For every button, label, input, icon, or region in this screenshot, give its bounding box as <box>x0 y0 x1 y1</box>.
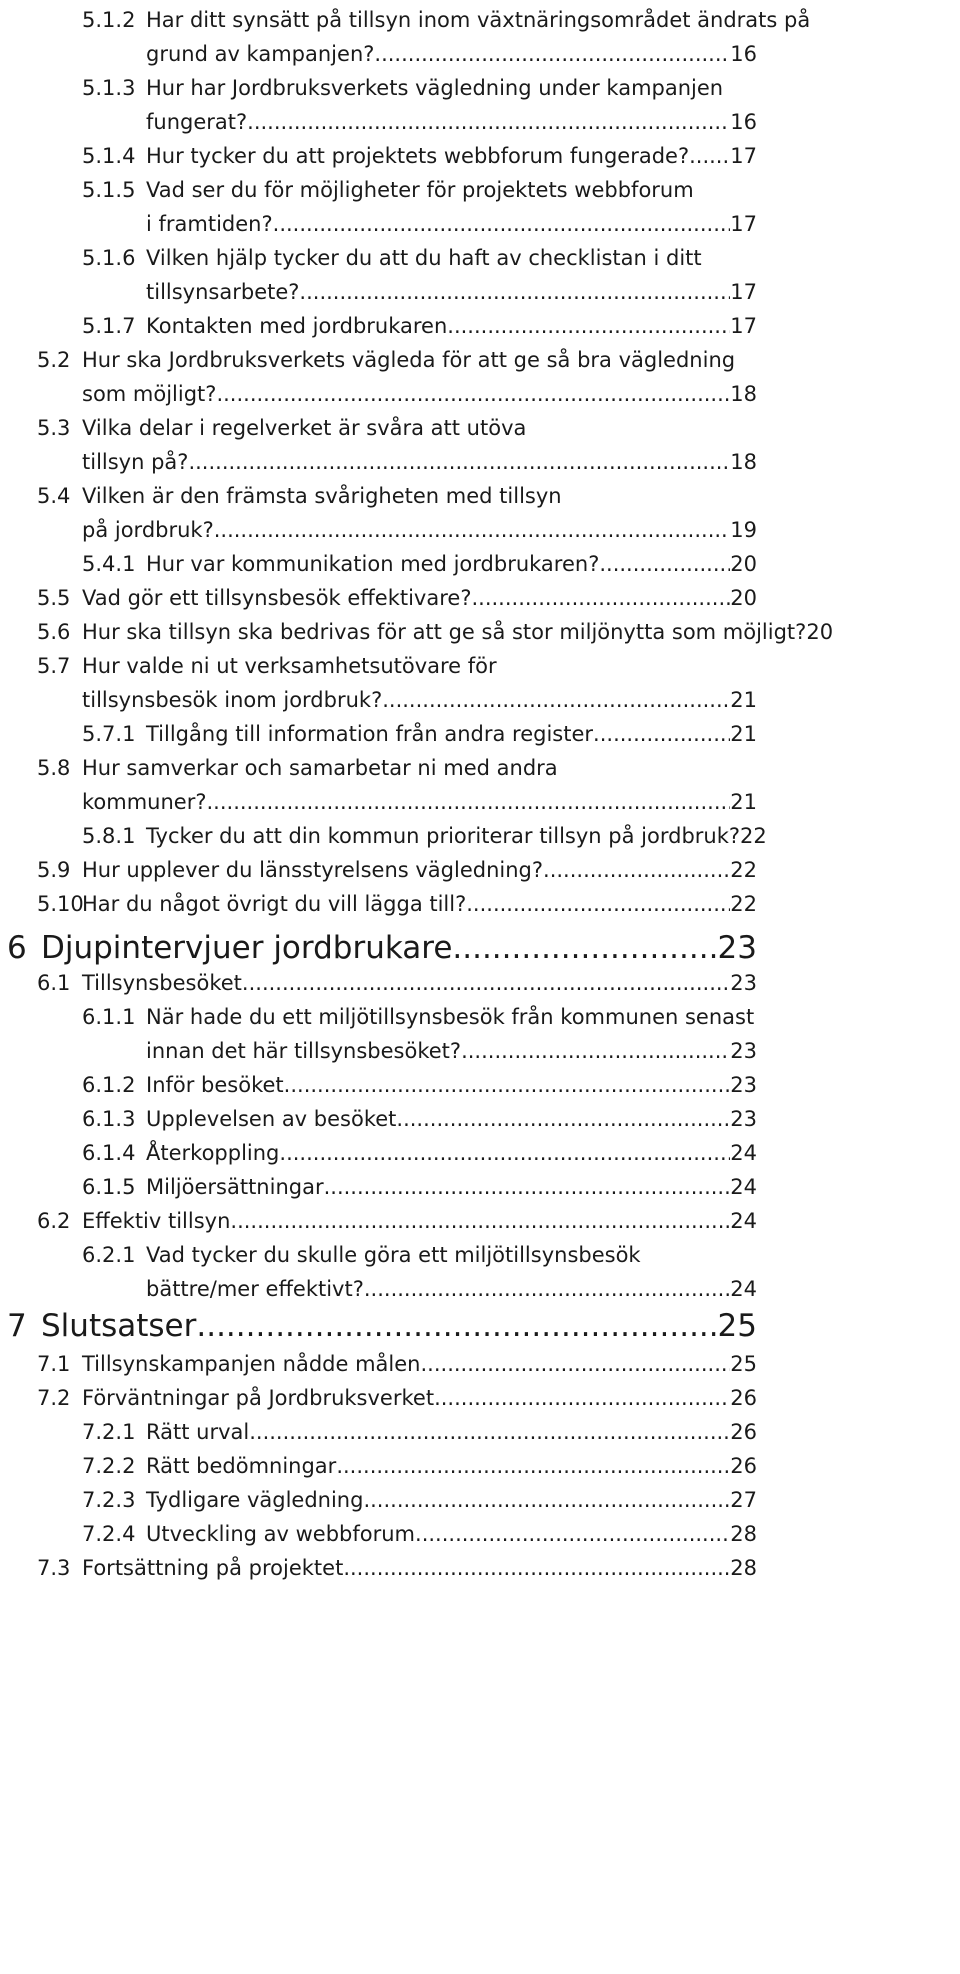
toc-section-number: 6.1.4 <box>82 1141 136 1165</box>
toc-section-title: Upplevelsen av besöket <box>146 1107 397 1131</box>
toc-section-title: Djupintervjuer jordbrukare <box>41 930 453 966</box>
toc-section-number: 6.1.5 <box>82 1175 136 1199</box>
toc-section-number: 5.1.7 <box>82 314 136 338</box>
toc-entry[interactable] <box>82 1243 757 1311</box>
toc-section-title: Rätt urval <box>146 1420 250 1444</box>
toc-page-number: 23 <box>730 1107 757 1131</box>
toc-entry[interactable] <box>82 1488 757 1522</box>
toc-section-number: 5.7.1 <box>82 722 136 746</box>
toc-entry-continuation <box>82 1039 757 1073</box>
toc-section-number: 6.2 <box>37 1209 71 1233</box>
toc-section-number: 6.1.1 <box>82 1005 136 1029</box>
toc-section-title: Hur ska Jordbruksverkets vägleda för att ge så bra vägledning <box>82 348 736 372</box>
toc-dot-leader <box>188 450 730 474</box>
toc-entry[interactable] <box>37 756 757 824</box>
toc-section-number: 5.4 <box>37 484 71 508</box>
toc-section-title: Inför besöket <box>146 1073 284 1097</box>
toc-entry-line <box>82 1243 757 1277</box>
toc-section-title: Vilken är den främsta svårigheten med tillsyn <box>82 484 562 508</box>
toc-dot-leader <box>247 110 730 134</box>
toc-section-number: 5.6 <box>37 620 71 644</box>
toc-page-number: 21 <box>730 790 757 814</box>
toc-section-number: 5.9 <box>37 858 71 882</box>
toc-section-title: Hur samverkar och samarbetar ni med andra <box>82 756 558 780</box>
toc-section-number: 7 <box>7 1308 27 1344</box>
toc-entry[interactable] <box>82 1005 757 1073</box>
toc-entry[interactable] <box>82 178 757 246</box>
toc-page-number: 27 <box>730 1488 757 1512</box>
toc-dot-leader <box>299 280 730 304</box>
toc-entry[interactable] <box>37 484 757 552</box>
toc-dot-leader <box>396 1107 730 1131</box>
toc-section-number: 7.2.4 <box>82 1522 136 1546</box>
toc-page-number: 17 <box>730 314 757 338</box>
toc-dot-leader <box>599 552 730 576</box>
toc-page-number: 18 <box>730 450 757 474</box>
toc-entry-line <box>37 484 757 518</box>
toc-page-number: 25 <box>730 1352 757 1376</box>
toc-dot-leader <box>374 42 730 66</box>
toc-entry-line <box>37 1556 757 1590</box>
toc-entry[interactable] <box>37 971 757 1005</box>
toc-dot-leader <box>466 892 730 916</box>
toc-section-title: Slutsatser <box>41 1308 197 1344</box>
toc-section-title: Tycker du att din kommun prioriterar tillsyn på jordbruk? <box>146 824 741 848</box>
toc-entry-continuation <box>37 790 757 824</box>
toc-page-number: 26 <box>730 1420 757 1444</box>
toc-section-title: grund av kampanjen? <box>146 42 375 66</box>
toc-page-number: 24 <box>730 1277 757 1301</box>
toc-entry[interactable] <box>37 1386 757 1420</box>
toc-entry[interactable] <box>82 1522 757 1556</box>
toc-section-title: Hur tycker du att projektets webbforum fungerade? <box>146 144 690 168</box>
toc-section-number: 5.5 <box>37 586 71 610</box>
toc-section-title: Vilken hjälp tycker du att du haft av checklistan i ditt <box>146 246 702 270</box>
toc-entry-continuation <box>82 42 757 76</box>
toc-section-number: 7.3 <box>37 1556 71 1580</box>
toc-section-title: Vad gör ett tillsynsbesök effektivare? <box>82 586 472 610</box>
toc-section-title: Hur var kommunikation med jordbrukaren? <box>146 552 600 576</box>
toc-page-number: 22 <box>740 824 767 848</box>
toc-entry[interactable] <box>7 930 757 974</box>
toc-entry-continuation <box>37 688 757 722</box>
toc-entry-line <box>82 1488 757 1522</box>
toc-entry-line <box>37 1386 757 1420</box>
toc-section-title: Rätt bedömningar <box>146 1454 337 1478</box>
toc-entry-line <box>37 1352 757 1386</box>
toc-entry-line <box>37 1209 757 1243</box>
toc-section-title: kommuner? <box>82 790 207 814</box>
toc-entries <box>0 8 960 1968</box>
toc-entry-line <box>82 144 757 178</box>
toc-dot-leader <box>279 1141 730 1165</box>
toc-dot-leader <box>273 212 731 236</box>
toc-section-title: Återkoppling <box>146 1141 280 1165</box>
toc-section-title: Hur ska tillsyn ska bedrivas för att ge så stor miljönytta som möjligt? <box>82 620 807 644</box>
toc-entry-continuation <box>37 518 757 552</box>
toc-dot-leader <box>336 1454 730 1478</box>
toc-section-title: Vad ser du för möjligheter för projektets webbforum <box>146 178 694 202</box>
toc-entry[interactable] <box>82 1107 757 1141</box>
toc-section-title: tillsynsarbete? <box>146 280 300 304</box>
toc-entry-line <box>37 756 757 790</box>
toc-entry-line <box>37 858 757 892</box>
toc-entry-line <box>37 620 834 654</box>
toc-entry[interactable] <box>37 654 757 722</box>
toc-entry[interactable] <box>37 620 834 654</box>
toc-page-number: 17 <box>730 212 757 236</box>
toc-section-title: Hur upplever du länsstyrelsens vägledning? <box>82 858 544 882</box>
toc-entry-line <box>7 930 757 974</box>
toc-entry-line <box>82 824 767 858</box>
toc-page-number: 23 <box>730 1039 757 1063</box>
toc-entry-continuation <box>37 382 757 416</box>
toc-page-number: 18 <box>730 382 757 406</box>
toc-entry-line <box>82 1073 757 1107</box>
toc-entry-line <box>82 552 757 586</box>
toc-section-title: tillsyn på? <box>82 450 189 474</box>
toc-section-number: 5.1.5 <box>82 178 136 202</box>
toc-section-number: 5.10 <box>37 892 84 916</box>
toc-section-number: 5.3 <box>37 416 71 440</box>
toc-section-title: Har du något övrigt du vill lägga till? <box>82 892 467 916</box>
toc-dot-leader <box>382 688 730 712</box>
toc-page-number: 24 <box>730 1141 757 1165</box>
toc-entry[interactable] <box>37 1556 757 1590</box>
toc-section-number: 6.2.1 <box>82 1243 136 1267</box>
toc-entry-line <box>37 892 757 926</box>
toc-section-number: 5.1.3 <box>82 76 136 100</box>
toc-page-number: 17 <box>730 144 757 168</box>
toc-section-number: 7.2.2 <box>82 1454 136 1478</box>
toc-dot-leader <box>196 1308 717 1344</box>
toc-entry-line <box>82 1420 757 1454</box>
toc-page-number: 17 <box>730 280 757 304</box>
toc-page-number: 23 <box>730 971 757 995</box>
toc-section-title: Vilka delar i regelverket är svåra att utöva <box>82 416 527 440</box>
toc-dot-leader <box>415 1522 730 1546</box>
toc-entry-continuation <box>82 212 757 246</box>
toc-entry-line <box>82 8 811 42</box>
toc-dot-leader <box>324 1175 731 1199</box>
toc-page-number: 16 <box>730 110 757 134</box>
toc-entry[interactable] <box>82 1420 757 1454</box>
toc-dot-leader <box>216 382 730 406</box>
toc-section-title: bättre/mer effektivt? <box>146 1277 364 1301</box>
toc-entry-line <box>82 722 757 756</box>
toc-section-number: 7.2.3 <box>82 1488 136 1512</box>
toc-section-number: 7.2.1 <box>82 1420 136 1444</box>
toc-entry[interactable] <box>82 552 757 586</box>
toc-section-number: 5.7 <box>37 654 71 678</box>
toc-page-number: 23 <box>717 930 757 966</box>
toc-page-number: 28 <box>730 1556 757 1580</box>
toc-dot-leader <box>471 586 730 610</box>
toc-dot-leader <box>461 1039 730 1063</box>
toc-entry-continuation <box>82 1277 757 1311</box>
toc-entry[interactable] <box>82 144 757 178</box>
toc-dot-leader <box>343 1556 730 1580</box>
toc-section-number: 6.1.3 <box>82 1107 136 1131</box>
toc-page-number: 21 <box>730 688 757 712</box>
toc-entry[interactable] <box>82 76 757 144</box>
toc-section-title: Miljöersättningar <box>146 1175 324 1199</box>
toc-entry[interactable] <box>37 1352 757 1386</box>
toc-entry-line <box>82 1107 757 1141</box>
toc-entry-line <box>82 1141 757 1175</box>
toc-entry[interactable] <box>82 1175 757 1209</box>
toc-entry-line <box>82 1175 757 1209</box>
toc-entry[interactable] <box>37 858 757 892</box>
toc-dot-leader <box>421 1352 731 1376</box>
toc-dot-leader <box>207 790 731 814</box>
toc-section-title: När hade du ett miljötillsynsbesök från kommunen senast <box>146 1005 755 1029</box>
toc-dot-leader <box>249 1420 730 1444</box>
toc-entry-continuation <box>37 450 757 484</box>
toc-section-number: 7.2 <box>37 1386 71 1410</box>
toc-dot-leader <box>364 1277 730 1301</box>
toc-dot-leader <box>284 1073 731 1097</box>
toc-dot-leader <box>447 314 730 338</box>
toc-entry[interactable] <box>7 1308 757 1352</box>
toc-section-title: som möjligt? <box>82 382 217 406</box>
toc-section-number: 6.1 <box>37 971 71 995</box>
toc-entry-line <box>82 314 757 348</box>
toc-dot-leader <box>434 1386 730 1410</box>
toc-entry-continuation <box>82 110 757 144</box>
toc-section-title: Tillgång till information från andra register <box>146 722 594 746</box>
toc-entry[interactable] <box>82 1141 757 1175</box>
toc-dot-leader <box>214 518 731 542</box>
toc-page-number: 22 <box>730 892 757 916</box>
toc-entry-line <box>37 654 757 688</box>
toc-section-number: 5.4.1 <box>82 552 136 576</box>
toc-section-title: innan det här tillsynsbesöket? <box>146 1039 462 1063</box>
toc-section-number: 6.1.2 <box>82 1073 136 1097</box>
toc-section-number: 5.2 <box>37 348 71 372</box>
toc-dot-leader <box>230 1209 730 1233</box>
toc-entry-line <box>82 1522 757 1556</box>
toc-section-title: Hur valde ni ut verksamhetsutövare för <box>82 654 497 678</box>
toc-dot-leader <box>543 858 730 882</box>
toc-section-number: 7.1 <box>37 1352 71 1376</box>
toc-entry-line <box>82 246 757 280</box>
toc-section-title: Förväntningar på Jordbruksverket <box>82 1386 435 1410</box>
toc-page-number: 20 <box>730 586 757 610</box>
toc-entry-line <box>82 178 757 212</box>
toc-section-title: fungerat? <box>146 110 248 134</box>
toc-dot-leader <box>242 971 730 995</box>
toc-page-number: 25 <box>717 1308 757 1344</box>
toc-entry[interactable] <box>82 1454 757 1488</box>
toc-section-title: i framtiden? <box>146 212 273 236</box>
toc-entry-line <box>82 1454 757 1488</box>
toc-page-number: 23 <box>730 1073 757 1097</box>
toc-entry[interactable] <box>82 722 757 756</box>
toc-section-title: Hur har Jordbruksverkets vägledning under kampanjen <box>146 76 724 100</box>
toc-section-title: Har ditt synsätt på tillsyn inom växtnäringsområdet ändrats på <box>146 8 811 32</box>
toc-page-number: 24 <box>730 1175 757 1199</box>
toc-entry[interactable] <box>82 246 757 314</box>
toc-section-title: Tydligare vägledning <box>146 1488 364 1512</box>
toc-page-number: 24 <box>730 1209 757 1233</box>
toc-section-title: Vad tycker du skulle göra ett miljötillsynsbesök <box>146 1243 641 1267</box>
toc-entry[interactable] <box>37 586 757 620</box>
toc-section-number: 5.1.2 <box>82 8 136 32</box>
toc-entry-continuation <box>82 280 757 314</box>
toc-page-number: 20 <box>730 552 757 576</box>
toc-entry-line <box>82 76 757 110</box>
toc-section-title: tillsynsbesök inom jordbruk? <box>82 688 383 712</box>
toc-entry[interactable] <box>37 892 757 926</box>
toc-entry-line <box>37 348 757 382</box>
toc-dot-leader <box>593 722 730 746</box>
toc-entry[interactable] <box>37 416 757 484</box>
toc-page-number: 16 <box>730 42 757 66</box>
toc-section-title: Effektiv tillsyn <box>82 1209 231 1233</box>
toc-section-number: 5.1.6 <box>82 246 136 270</box>
toc-entry-line <box>37 971 757 1005</box>
toc-entry[interactable] <box>37 1209 757 1243</box>
toc-section-title: på jordbruk? <box>82 518 214 542</box>
toc-entry[interactable] <box>82 314 757 348</box>
toc-page-number: 20 <box>806 620 834 644</box>
toc-page-number: 19 <box>730 518 757 542</box>
toc-entry-line <box>82 1005 757 1039</box>
toc-entry[interactable] <box>82 8 811 76</box>
toc-entry-line <box>37 416 757 450</box>
toc-entry[interactable] <box>82 1073 757 1107</box>
toc-section-title: Tillsynskampanjen nådde målen <box>82 1352 421 1376</box>
toc-section-number: 6 <box>7 930 27 966</box>
toc-dot-leader <box>452 930 717 966</box>
toc-section-number: 5.1.4 <box>82 144 136 168</box>
toc-page-number: 26 <box>730 1386 757 1410</box>
toc-entry-line <box>37 586 757 620</box>
toc-page-number: 28 <box>730 1522 757 1546</box>
toc-dot-leader <box>363 1488 730 1512</box>
toc-entry[interactable] <box>82 824 767 858</box>
toc-entry-line <box>7 1308 757 1352</box>
toc-section-title: Tillsynsbesöket <box>82 971 242 995</box>
toc-dot-leader <box>689 144 730 168</box>
toc-page-number: 22 <box>730 858 757 882</box>
toc-page-number: 26 <box>730 1454 757 1478</box>
toc-section-title: Kontakten med jordbrukaren <box>146 314 448 338</box>
toc-entry[interactable] <box>37 348 757 416</box>
toc-section-title: Utveckling av webbforum <box>146 1522 416 1546</box>
toc-section-title: Fortsättning på projektet <box>82 1556 344 1580</box>
toc-section-number: 5.8.1 <box>82 824 136 848</box>
toc-section-number: 5.8 <box>37 756 71 780</box>
toc-page-number: 21 <box>730 722 757 746</box>
